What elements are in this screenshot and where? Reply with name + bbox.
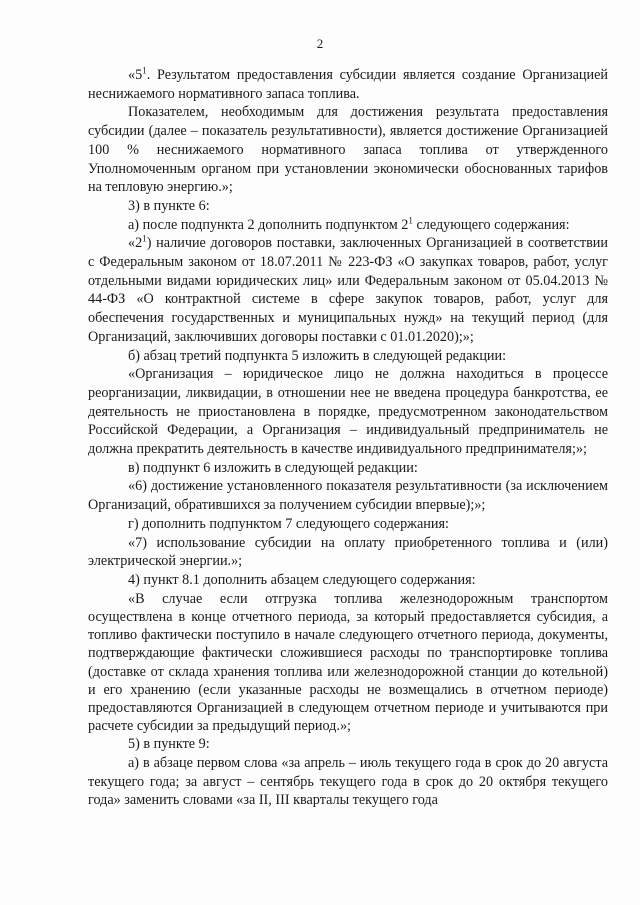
- paragraph-6-achievement: «6) достижение установленного показателя результативности (за исключением Организаций, обратившихся за получением субсидии впервые);»;: [88, 478, 608, 514]
- page-number: 2: [316, 36, 324, 51]
- paragraph-result-indicator: Показателем, необходимым для достижения результата предоставления субсидии (далее – показатель результативности), является достижение Организацией 100 % неснижаемого нормативного запаса топлива от утвержденного Уполномоченным органом при установлении экономически обоснованных тарифов на тепловую энергию.»;: [88, 104, 608, 196]
- document-body: [88, 66, 608, 810]
- paragraph-5-1: «$5^1$. Результатом предоставления субсидии является создание Организацией неснижаемого нормативного запаса топлива.: [88, 65, 608, 102]
- paragraph-subpoint-g: г) дополнить подпунктом 7 следующего содержания:: [128, 515, 449, 532]
- paragraph-subpoint-a-9: а) в абзаце первом слова «за апрель – июль текущего года в срок до 20 августа текущего года; за август – сентябрь текущего года в срок до 20 октября текущего года» заменить словами «за II, III кварталы текущего года: [88, 755, 608, 809]
- paragraph-point-4: 4) пункт 8.1 дополнить абзацем следующего содержания:: [128, 571, 476, 588]
- paragraph-organization: «Организация – юридическое лицо не должна находиться в процессе реорганизации, ликвидации, в отношении нее не введена процедура банкротства, ее деятельность не приостановлена в порядке, предусмотренном законодательством Российской Федерации, а Организация – индивидуальный предприниматель не должна прекратить деятельность в качестве индивидуального предпринимателя;»;: [88, 366, 608, 458]
- paragraph-7-usage: «7) использование субсидии на оплату приобретенного топлива и (или) электрической энергии.»;: [88, 534, 608, 570]
- paragraph-subpoint-a: а) после подпункта 2 дополнить подпунктом $2^1$ следующего содержания:: [128, 214, 570, 233]
- paragraph-railway: «В случае если отгрузка топлива железнодорожным транспортом осуществлена в конце отчетного периода, за который предоставляется субсидия, а топливо фактически поступило в начале следующего отчетного периода, документы, подтверждающие фактически сложившиеся расходы по транспортировке топлива (доставке от склада хранения топлива или железнодорожной станции до котельной) и его хранению (если указанные расходы не возмещались в отчетном периоде) предоставляются Организацией в следующем отчетном периоде и учитываются при расчете субсидии за предыдущий период.»;: [88, 590, 608, 735]
- paragraph-subpoint-b: б) абзац третий подпункта 5 изложить в следующей редакции:: [128, 347, 507, 364]
- paragraph-point-3: 3) в пункте 6:: [128, 197, 210, 214]
- paragraph-2-1: «$2^1$) наличие договоров поставки, заключенных Организацией в соответствии с Федеральным законом от 18.07.2011 № 223-ФЗ «О закупках товаров, работ, услуг отдельными видами юридических лиц» или Федеральным законом от 05.04.2013 № 44-ФЗ «О контрактной системе в сфере закупок товаров, работ, услуг для обеспечения государственных и муниципальных нужд» на текущий период (для Организаций, заключивших договоры поставки с 01.01.2020);»;: [88, 233, 608, 345]
- paragraph-point-5: 5) в пункте 9:: [128, 736, 210, 753]
- paragraph-subpoint-v: в) подпункт 6 изложить в следующей редакции:: [128, 459, 418, 476]
